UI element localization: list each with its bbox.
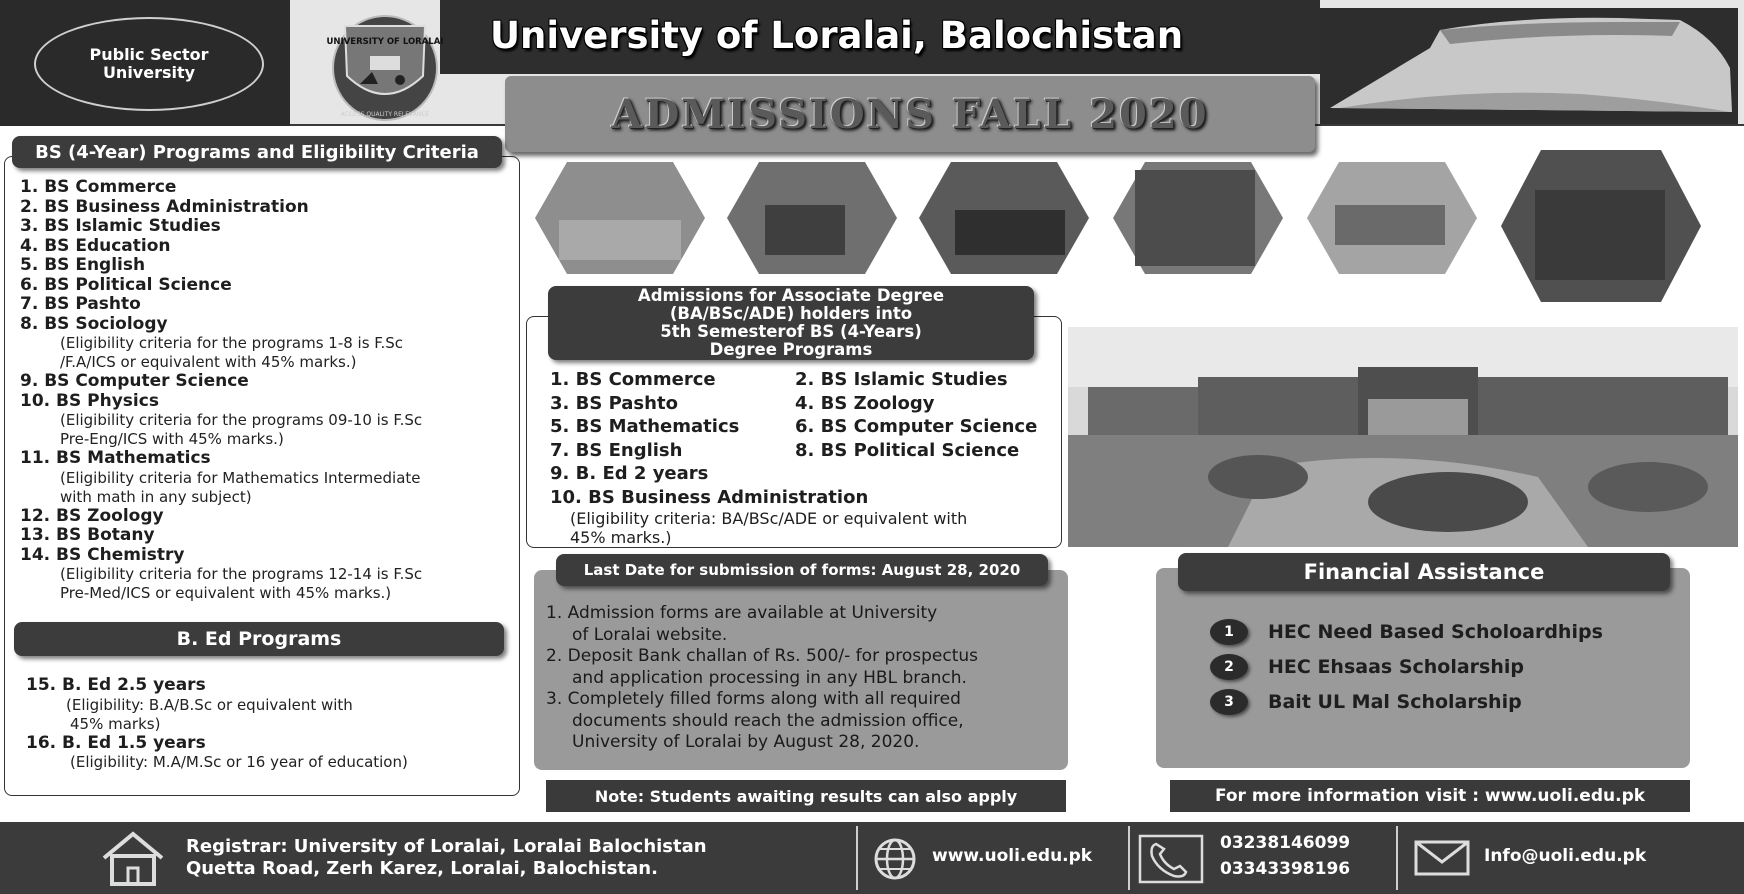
list-item xyxy=(1210,614,1680,649)
heading-line: (BA/BSc/ADE) holders into xyxy=(669,304,913,323)
number-badge: 1 xyxy=(1210,619,1248,645)
step-line: 3. Completely filled forms along with all required xyxy=(546,689,961,709)
list-item: 6. BS Computer Science xyxy=(795,416,1038,437)
bed-programs-heading: B. Ed Programs xyxy=(14,622,504,656)
eligibility-note: with math in any subject) xyxy=(60,487,252,506)
university-title: University of Loralai, Balochistan xyxy=(490,14,1184,57)
footer-divider xyxy=(1396,826,1398,890)
list-item: 6. BS Political Science xyxy=(20,274,232,295)
list-item: 10. BS Physics xyxy=(20,390,159,411)
phone-number[interactable]: 03238146099 xyxy=(1220,833,1351,853)
list-item: 13. BS Botany xyxy=(20,525,155,545)
eligibility-note: (Eligibility criteria for the programs 1-8 is F.Sc xyxy=(60,334,404,352)
list-item xyxy=(1210,684,1680,719)
scholarship-label: HEC Need Based Scholoardhips xyxy=(1268,620,1603,643)
number-badge: 3 xyxy=(1210,689,1248,715)
scholarship-label: Bait UL Mal Scholarship xyxy=(1268,690,1522,713)
eligibility-note: Pre-Med/ICS or equivalent with 45% marks.) xyxy=(60,584,392,602)
footer-email-link[interactable]: Info@uoli.edu.pk xyxy=(1484,846,1647,866)
bs-programs-list xyxy=(20,178,520,603)
heading-line: Admissions for Associate Degree xyxy=(637,286,945,305)
submission-steps xyxy=(546,603,1066,754)
step-line: and application processing in any HBL branch. xyxy=(572,667,967,688)
footer-divider xyxy=(856,826,858,890)
list-item: 5. BS Mathematics xyxy=(550,416,740,437)
step-line: of Loralai website. xyxy=(572,624,728,645)
financial-assistance-heading: Financial Assistance xyxy=(1178,553,1670,591)
list-item: 3. BS Islamic Studies xyxy=(20,216,221,236)
registrar-line: Registrar: University of Loralai, Loralai Balochistan xyxy=(186,836,707,857)
step-line: 1. Admission forms are available at University xyxy=(546,603,938,623)
list-item xyxy=(1210,649,1680,684)
list-item: 8. BS Political Science xyxy=(795,439,1020,461)
campus-photo-strip xyxy=(535,150,1740,308)
results-awaiting-note: Note: Students awaiting results can also apply xyxy=(546,780,1066,812)
list-item: 7. BS English xyxy=(550,439,683,461)
mail-icon xyxy=(1414,840,1470,876)
mountain-image xyxy=(1320,8,1738,124)
photo-detail xyxy=(1535,190,1665,280)
public-sector-label: Public Sector University xyxy=(89,45,209,82)
heading-line: Degree Programs xyxy=(709,340,873,359)
list-item: 10. BS Business Administration xyxy=(550,486,869,508)
photo-detail xyxy=(559,220,681,260)
heading-line: 5th Semesterof BS (4-Years) xyxy=(660,322,922,341)
list-item: 15. B. Ed 2.5 years xyxy=(26,675,206,695)
eligibility-note: (Eligibility criteria for the programs 09-10 is F.Sc xyxy=(60,411,423,429)
list-item: 9. B. Ed 2 years xyxy=(550,463,709,484)
university-logo xyxy=(320,12,450,124)
list-row xyxy=(550,415,1060,439)
list-row xyxy=(550,368,1060,392)
list-item: 1. BS Commerce xyxy=(550,369,716,390)
step-line: 2. Deposit Bank challan of Rs. 500/- for prospectus xyxy=(546,646,979,666)
associate-programs-list xyxy=(550,368,1060,547)
list-item: 5. BS English xyxy=(20,255,146,275)
photo-detail xyxy=(1135,170,1255,266)
list-item: 11. BS Mathematics xyxy=(20,448,211,468)
list-item: 3. BS Pashto xyxy=(550,392,678,414)
list-item: 12. BS Zoology xyxy=(20,505,164,526)
admissions-title: ADMISSIONS FALL 2020 xyxy=(611,90,1209,138)
logo-text: UNIVERSITY OF LORALAI xyxy=(326,37,444,47)
eligibility-note: Pre-Eng/ICS with 45% marks.) xyxy=(60,430,284,448)
phone-number[interactable]: 03343398196 xyxy=(1220,859,1351,879)
footer-website-link[interactable]: www.uoli.edu.pk xyxy=(932,846,1093,866)
photo-detail xyxy=(1335,205,1445,245)
eligibility-note: (Eligibility: B.A/B.Sc or equivalent with xyxy=(66,695,353,714)
photo-detail xyxy=(765,205,845,255)
list-item: 8. BS Sociology xyxy=(20,313,168,334)
list-item: 9. BS Computer Science xyxy=(20,371,249,391)
eligibility-note: 45% marks) xyxy=(70,714,161,733)
eligibility-note: /F.A/ICS or equivalent with 45% marks.) xyxy=(60,353,357,371)
list-item: 14. BS Chemistry xyxy=(20,544,185,565)
list-item: 4. BS Education xyxy=(20,235,171,256)
eligibility-note: (Eligibility: M.A/M.Sc or 16 year of education) xyxy=(70,753,408,771)
home-icon xyxy=(98,830,168,888)
campus-building-photo xyxy=(1068,327,1738,547)
scholarship-label: HEC Ehsaas Scholarship xyxy=(1268,655,1524,678)
list-item: 2. BS Islamic Studies xyxy=(795,369,1008,390)
list-item: 2. BS Business Administration xyxy=(20,196,309,217)
globe-icon xyxy=(870,836,920,882)
number-badge: 2 xyxy=(1210,654,1248,680)
step-line: University of Loralai by August 28, 2020. xyxy=(572,732,920,752)
public-sector-badge xyxy=(34,17,264,111)
associate-degree-heading xyxy=(548,286,1034,360)
admissions-banner xyxy=(505,76,1315,152)
list-row xyxy=(550,392,1060,416)
step-line: documents should reach the admission office, xyxy=(572,710,964,731)
bs-programs-heading: BS (4-Year) Programs and Eligibility Criteria xyxy=(12,136,502,168)
list-item: 1. BS Commerce xyxy=(20,177,177,197)
eligibility-note: (Eligibility criteria for Mathematics Intermediate xyxy=(60,468,421,487)
registrar-address xyxy=(186,836,707,880)
footer-divider xyxy=(1128,826,1130,890)
scholarship-list xyxy=(1210,614,1680,719)
list-item: 7. BS Pashto xyxy=(20,294,141,314)
phone-numbers xyxy=(1220,830,1350,882)
phone-icon xyxy=(1138,834,1204,884)
more-info-link[interactable]: For more information visit : www.uoli.edu.pk xyxy=(1170,780,1690,812)
bed-programs-list xyxy=(26,676,516,772)
eligibility-note: (Eligibility criteria for the programs 12-14 is F.Sc xyxy=(60,565,423,583)
registrar-line: Quetta Road, Zerh Karez, Loralai, Balochistan. xyxy=(186,858,658,879)
last-date-heading: Last Date for submission of forms: August 28, 2020 xyxy=(556,554,1048,586)
list-item: 16. B. Ed 1.5 years xyxy=(26,732,206,753)
list-row xyxy=(550,439,1060,463)
logo-motto: ACCESS QUALITY RELEVANCE xyxy=(340,111,430,118)
list-item: 4. BS Zoology xyxy=(795,392,935,414)
eligibility-note: (Eligibility criteria: BA/BSc/ADE or equivalent with xyxy=(570,509,968,528)
photo-detail xyxy=(955,210,1065,255)
eligibility-note: 45% marks.) xyxy=(570,528,672,547)
